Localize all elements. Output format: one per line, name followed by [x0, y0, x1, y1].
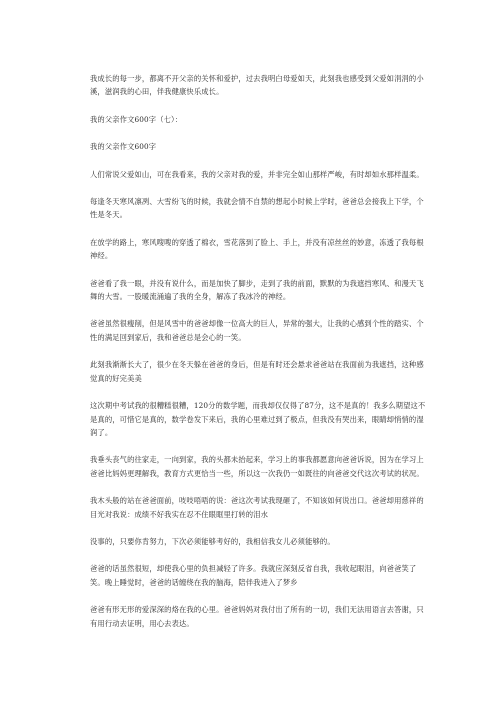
paragraph-intro: 人们常说父爱如山，可在我看来，我的父亲对我的爱，并非完全如山那样严峻，有时却如水那样温柔。 — [90, 169, 424, 179]
section-heading: 我的父亲作文600字（七）： — [90, 114, 183, 124]
paragraph-winter-memory: 每逢冬天寒风凛冽、大雪纷飞的时候，我就会情不自禁的想起小时候上学时，爸爸总会接我上下学，个性是冬天。 — [90, 197, 424, 220]
paragraph-walk-home: 我垂头丧气的往家走，一向到家，我的头都未抬起来，学习上的事我都愿意向爸爸诉说，因为在学习上爸爸比妈妈更理解我，教育方式更恰当一些，所以这一次我仍一如既往的向爸爸交代这次考试的状况。 — [90, 455, 424, 478]
essay-title: 我的父亲作文600字 — [90, 142, 157, 152]
paragraph-confession: 我木头般的站在爸爸面前，吱吱唔唔的说：爸这次考试我现砸了，不知该如何说出口。爸爸却用慈祥的目光对我说：成绩不好我实在忍不住眼眶里打转的泪水 — [90, 496, 424, 519]
paragraph-father-shelter: 爸爸看了我一眼，并没有说什么，而是加快了脚步，走到了我的前面，默默的为我遮挡寒风、和漫天飞舞的大雪。一股暖流涌遍了我的全身，解冻了我冰冷的神经。 — [90, 278, 424, 302]
paragraph-growing-up: 此刻我渐渐长大了，很少在冬天躲在爸爸的身后，但是有时还会悬求爸爸站在我面前为我遮挡，这种感觉真的好完美美 — [90, 360, 424, 383]
paragraph-exam-result: 这次期中考试我的很糟糕很糟，120分的数学题，而我却仅仅得了87分，这不是真的！我多么期望这不是真的，可惜它是真的，数学卷发下来后，我的心里难过到了极点，但我没有哭出来，眼睛却悄悄的湿润了。 — [90, 401, 426, 437]
paragraph-conclusion: 爸爸有形无形的爱深深的烙在我的心里。爸爸妈妈对我付出了所有的一切，我们无法用语言去答谢，只有用行动去证明，用心去表达。 — [90, 605, 424, 628]
paragraph-relief: 爸爸的话虽然很短，却使我心里的负担减轻了许多。我就应深刻反省自我，我收起眼泪，向爸爸笑了笑。晚上睡觉时，爸爸的话缠绕在我的脑海，陪伴我进入了梦乡 — [90, 564, 417, 587]
paragraph-road-home: 在放学的路上，寒风嗖嗖的穿透了棉衣，雪花落到了脸上、手上，并没有凉丝丝的妙意，冻透了我每根神经。 — [90, 237, 424, 261]
paragraph-closing-summary: 我成长的每一步，都离不开父亲的关怀和爱护，过去我明白母爱如天，此刻我也感受到父爱如涓涓的小溪，滋润我的心田，伴我健康快乐成长。 — [90, 74, 424, 97]
paragraph-encouragement: 没事的，只要你肯努力，下次必须能够考好的，我相信我女儿必须能够的。 — [90, 536, 335, 546]
paragraph-father-giant: 爸爸虽然很瘦削，但是风雪中的爸爸却像一位高大的巨人，异常的强大，让我的心感到个性的踏实、个性的满足回到家后，我和爸爸总是会心的一笑。 — [90, 319, 424, 342]
